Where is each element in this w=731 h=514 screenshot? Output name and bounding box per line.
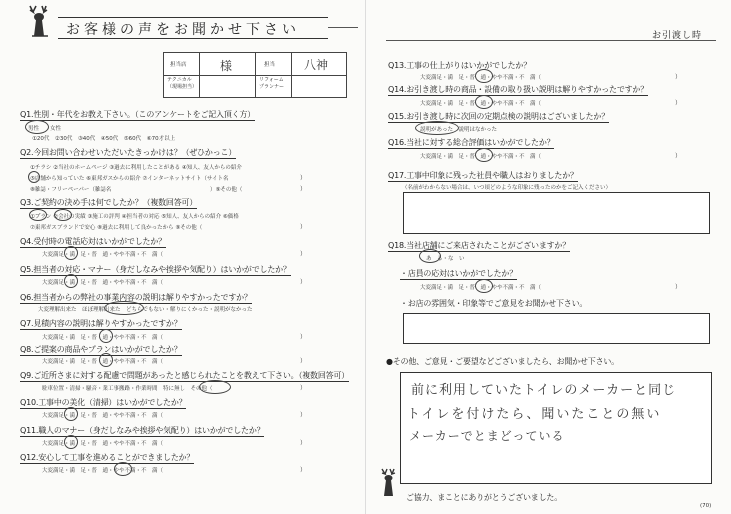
comments-title: ●その他、ご意見・ご要望などございましたら、お聞かせ下さい。 [386,357,619,366]
q2-options-3b: ）⑨その他（ [210,187,243,193]
q2-options-2: ⑤店舗から知っていた ⑥東邦ガスからの紹介 ⑦インターネットサイト（サイト名 [30,176,229,182]
q9-question: Q9.ご近所さまに対する配慮で問題があったと感じられたことを教えて下さい。（複数回答可） [20,371,350,380]
q4-question: Q4.受付時の電話応対はいかがでしたか？ [20,237,166,246]
deer-logo-bottom-icon [376,466,402,500]
deer-logo-icon [20,2,60,40]
q6-question: Q6.担当者からの弊社の事業内容の説明は解りやすかったですか？ [20,293,252,302]
q11-question: Q11.職人のマナー（身だしなみや挨拶や気配り）はいかがでしたか？ [20,426,265,435]
page-title: お客様の声をお聞かせ下さい [66,22,300,38]
q12-question: Q12.安心して工事を進めることができましたか？ [20,453,195,462]
planner-label: リフォーム プランナー [259,77,285,90]
q16-scale: 大変満足・満 足・普 通・やや不満・不 満（ [420,154,542,160]
store-label: 担当店 [170,62,187,68]
comments-box [400,372,712,484]
q18b-scale: 大変満足・満 足・普 通・やや不満・不 満（ [420,285,542,291]
q3-question: Q3.ご契約の決め手は何でしたか？（複数回答可） [20,198,198,207]
q9-options: 駐車位置・清掃・騒音・業工事搬路・作業時間 特に無し その他（ [42,386,213,392]
q15-options: 説明があった 説明はなかった [420,127,497,133]
store-value: 様 [220,59,233,73]
q14-question: Q14.お引き渡し時の商品・設備の取り扱い説明は解りやすかったですか？ [388,85,649,94]
q17-answer-box [403,192,710,234]
q5-question: Q5.担当者の対応・マナー（身だしなみや挨拶や気配り）はいかがでしたか？ [20,265,291,274]
q18c-answer-box [403,313,710,344]
q17-question: Q17.工事中印象に残った社員や職人はおりましたか？ [388,171,578,180]
q3-options-1: ①プラン ②会社の実績 ③施工の評判 ④担当者の対応 ⑤知人、友人からの紹介 ⑥価格 [30,214,239,220]
q15-question: Q15.お引き渡し時に次回の定期点検の説明はございましたか？ [388,112,610,121]
q4-scale: 大変満足・満 足・普 通・やや不満・不 満（ [42,252,164,258]
q16-question: Q16.当社に対する総合評価はいかがでしたか？ [388,138,555,147]
q18-question: Q18.当社店舗にご来店されたことがございますか？ [388,241,571,250]
staff-table [163,52,347,98]
q5-scale: 大変満足・満 足・普 通・やや不満・不 満（ [42,280,164,286]
q12-scale: 大変満足・満 足・普 通・やや不満・不 満（ [42,468,164,474]
page-divider [365,0,366,514]
q3-options-2: ⑦東邦ガスブランドで安心 ⑧過去に利用して良かったから ⑨その他（ [30,225,203,231]
q13-question: Q13.工事の仕上がりはいかがでしたか？ [388,61,532,70]
q1-question: Q1.性別・年代をお教え下さい。（このアンケートをご記入頂く方） [20,110,256,119]
handwriting-line-3: メーカーでとまどっている [409,429,565,443]
q10-question: Q10.工事中の美化（清掃）はいかがでしたか？ [20,398,187,407]
q7-question: Q7.見積内容の説明は解りやすかったですか？ [20,319,182,328]
q11-scale: 大変満足・満 足・普 通・やや不満・不 満（ [42,441,164,447]
q18b-question: ・店員の応対はいかがでしたか？ [400,269,517,278]
q2-options-1: ①チラシ ②当社のホームページ ③過去に利用したことがある ④知人、友人からの紹介 [30,165,242,171]
q7-scale: 大変満足・満 足・普 通・やや不満・不 満（ [42,335,164,341]
q8-scale: 大変満足・満 足・普 通・やや不満・不 満（ [42,359,164,365]
handwriting-line-1: 前に利用していたトイレのメーカーと同じ [411,383,677,398]
thanks-text: ご協力、まことにありがとうございました。 [406,493,562,502]
q2-question: Q2.今回お問い合わせいただいたきっかけは？（ぜひかっこ） [20,148,237,157]
q18c-question: ・お店の雰囲気・印象等でご意見をお聞かせ下さい。 [400,299,588,308]
staff-label: 担当 [264,62,276,68]
handwriting-line-2: トイレを付けたら、聞いたことの無い [407,407,662,422]
handover-label: お引渡し時 [652,31,703,41]
q6-options: 大変理解出来た ほぼ理解出来た どちらでもない・解りにくかった・説明がなかった [38,307,253,313]
staff-value: 八神 [304,58,329,72]
q1-gender: 男性 女性 [28,126,62,132]
q10-scale: 大変満足・満 足・普 通・やや不満・不 満（ [42,413,164,419]
page-number: (70) [700,503,712,509]
q8-question: Q8.ご提案の商品やプランはいかがでしたか？ [20,345,182,354]
q17-note: （名前がわからない場合は、いつ頃どのような印象に残ったのかをご記入ください） [402,185,612,191]
title-ribbon [58,17,328,39]
technical-label: テクニカル （現場担当） [167,77,198,90]
q18-options: あ る・な い [426,256,465,262]
q2-options-3: ⑧雑誌・フリーペーパー（雑誌名 [30,187,112,193]
q14-scale: 大変満足・満 足・普 通・やや不満・不 満（ [420,101,542,107]
q13-scale: 大変満足・満 足・普 通・やや不満・不 満（ [420,75,542,81]
q1-ages: ①20代 ②30代 ③40代 ④50代 ⑤60代 ⑥70才以上 [32,136,176,142]
